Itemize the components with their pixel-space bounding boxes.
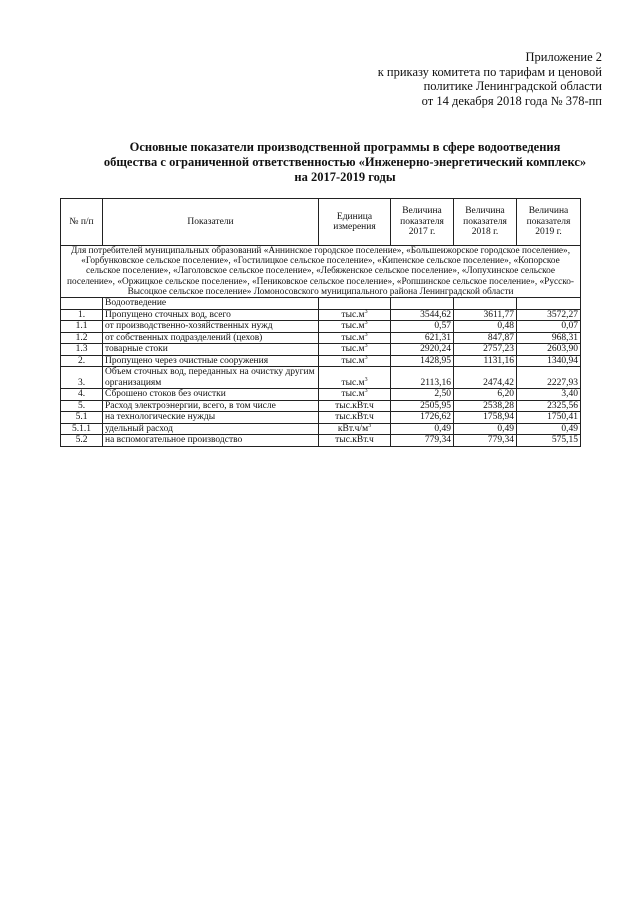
table-row [61, 400, 581, 412]
header-indicator: Показатели [103, 199, 319, 246]
table-row [61, 321, 581, 333]
row-value-2019: 0,07 [517, 321, 581, 333]
row-unit [319, 423, 391, 435]
unit-text: тыс.кВт.ч [335, 400, 374, 411]
table-row [61, 355, 581, 367]
row-value-2018: 6,20 [454, 389, 517, 401]
row-num: 1.1 [61, 321, 103, 333]
row-unit [319, 344, 391, 356]
unit-exponent: 3 [364, 387, 368, 394]
row-value-2017: 0,57 [391, 321, 454, 333]
unit-text: тыс.м [341, 309, 365, 320]
unit-text: тыс.м [341, 355, 365, 366]
title-line: на 2017-2019 годы [294, 170, 396, 184]
row-value-2018: 847,87 [454, 332, 517, 344]
row-unit [319, 389, 391, 401]
unit-exponent: 3 [364, 319, 368, 326]
table-row [61, 367, 581, 389]
row-value-2018: 1758,94 [454, 412, 517, 424]
table-row [61, 412, 581, 424]
row-value-2017: 2505,95 [391, 400, 454, 412]
row-value-2017: 779,34 [391, 435, 454, 447]
row-num: 1.2 [61, 332, 103, 344]
row-value-2019: 2603,90 [517, 344, 581, 356]
row-value-2018: 779,34 [454, 435, 517, 447]
unit-exponent: 3 [364, 376, 368, 383]
appendix-line: Приложение 2 [525, 50, 602, 64]
row-unit [319, 355, 391, 367]
row-value-2019: 1340,94 [517, 355, 581, 367]
row-value-2018: 2538,28 [454, 400, 517, 412]
row-value-2018: 3611,77 [454, 309, 517, 321]
unit-text: тыс.кВт.ч [335, 412, 374, 423]
row-indicator: товарные стоки [103, 344, 319, 356]
row-value-2019: 3572,27 [517, 309, 581, 321]
title-line: общества с ограниченной ответственностью «Инженерно-энергетический комплекс» [103, 155, 587, 169]
row-unit [319, 321, 391, 333]
unit-exponent: 3 [364, 331, 368, 338]
row-unit [319, 412, 391, 424]
row-value-2019: 2227,93 [517, 367, 581, 389]
row-value-2017: 1726,62 [391, 412, 454, 424]
row-value-2018: 0,48 [454, 321, 517, 333]
header-2018: Величина показателя 2018 г. [454, 199, 517, 246]
row-value-2019: 2325,56 [517, 400, 581, 412]
section-2018 [454, 298, 517, 310]
row-unit [319, 367, 391, 389]
row-value-2018: 1131,16 [454, 355, 517, 367]
table-row [61, 309, 581, 321]
row-num: 1. [61, 309, 103, 321]
section-2019 [517, 298, 581, 310]
row-value-2019: 1750,41 [517, 412, 581, 424]
header-unit: Единица измерения [319, 199, 391, 246]
row-indicator: на вспомогательное производство [103, 435, 319, 447]
unit-exponent: 3 [368, 422, 372, 429]
table-row [61, 389, 581, 401]
row-value-2017: 2113,16 [391, 367, 454, 389]
title-line: Основные показатели производственной программы в сфере водоотведения [129, 140, 561, 154]
scope-text: Для потребителей муниципальных образований «Аннинское городское поселение», «Большеижорское городское поселение», «Горбунковское сельское поселение», «Гостилицкое сельское поселение», «Кипенское сельское поселение», «Копорское сельское поселение», «Лаголовское сельское поселение», «Лебяженское сельское поселение», «Лопухинское сельское поселение», «Оржицкое сельское поселение», «Пениковское сельское поселение», «Ропшинское сельское поселение», «Русско-Высоцкое сельское поселение» Ломоносовского муниципального района Ленинградской области [61, 246, 581, 298]
row-value-2017: 621,31 [391, 332, 454, 344]
row-num: 4. [61, 389, 103, 401]
row-indicator: удельный расход [103, 423, 319, 435]
row-value-2017: 2,50 [391, 389, 454, 401]
unit-text: тыс.м [341, 332, 365, 343]
row-indicator: Объем сточных вод, переданных на очистку другим организациям [103, 367, 319, 389]
row-num: 5.1 [61, 412, 103, 424]
document-title [60, 140, 630, 185]
unit-exponent: 3 [364, 342, 368, 349]
row-value-2019: 575,15 [517, 435, 581, 447]
table-row [61, 435, 581, 447]
row-indicator: Расход электроэнергии, всего, в том числе [103, 400, 319, 412]
row-indicator: от собственных подразделений (цехов) [103, 332, 319, 344]
indicators-table [60, 198, 581, 447]
row-indicator: Пропущено через очистные сооружения [103, 355, 319, 367]
row-num: 5.1.1 [61, 423, 103, 435]
section-row [61, 298, 581, 310]
row-num: 5. [61, 400, 103, 412]
row-unit [319, 309, 391, 321]
unit-text: тыс.м [341, 389, 365, 400]
table-row [61, 423, 581, 435]
unit-exponent: 3 [364, 354, 368, 361]
header-2017: Величина показателя 2017 г. [391, 199, 454, 246]
appendix-line: к приказу комитета по тарифам и ценовой [377, 64, 602, 79]
section-unit [319, 298, 391, 310]
appendix-line: от 14 декабря 2018 года № 378-пп [421, 93, 602, 108]
row-value-2017: 2920,24 [391, 344, 454, 356]
row-indicator: на технологические нужды [103, 412, 319, 424]
table-row [61, 344, 581, 356]
row-unit [319, 400, 391, 412]
row-num: 3. [61, 367, 103, 389]
row-value-2017: 1428,95 [391, 355, 454, 367]
row-value-2017: 3544,62 [391, 309, 454, 321]
appendix-block [340, 50, 602, 108]
row-value-2018: 2474,42 [454, 367, 517, 389]
row-value-2019: 0,49 [517, 423, 581, 435]
unit-text: тыс.кВт.ч [335, 435, 374, 446]
row-value-2019: 968,31 [517, 332, 581, 344]
scope-row [61, 246, 581, 298]
row-indicator: от производственно-хозяйственных нужд [103, 321, 319, 333]
row-value-2018: 0,49 [454, 423, 517, 435]
unit-exponent: 3 [364, 308, 368, 315]
unit-text: тыс.м [341, 377, 365, 388]
row-indicator: Сброшено стоков без очистки [103, 389, 319, 401]
row-indicator: Пропущено сточных вод, всего [103, 309, 319, 321]
unit-text: тыс.м [341, 321, 365, 332]
section-title: Водоотведение [103, 298, 319, 310]
unit-text: кВт.ч/м [337, 423, 369, 434]
row-num: 5.2 [61, 435, 103, 447]
header-num: № п/п [61, 199, 103, 246]
row-value-2019: 3,40 [517, 389, 581, 401]
row-unit [319, 435, 391, 447]
row-unit [319, 332, 391, 344]
row-value-2017: 0,49 [391, 423, 454, 435]
section-2017 [391, 298, 454, 310]
row-num: 1.3 [61, 344, 103, 356]
header-2019: Величина показателя 2019 г. [517, 199, 581, 246]
table-row [61, 332, 581, 344]
unit-text: тыс.м [341, 344, 365, 355]
table-header-row [61, 199, 581, 246]
row-value-2018: 2757,23 [454, 344, 517, 356]
section-num [61, 298, 103, 310]
row-num: 2. [61, 355, 103, 367]
appendix-line: политике Ленинградской области [423, 79, 602, 93]
